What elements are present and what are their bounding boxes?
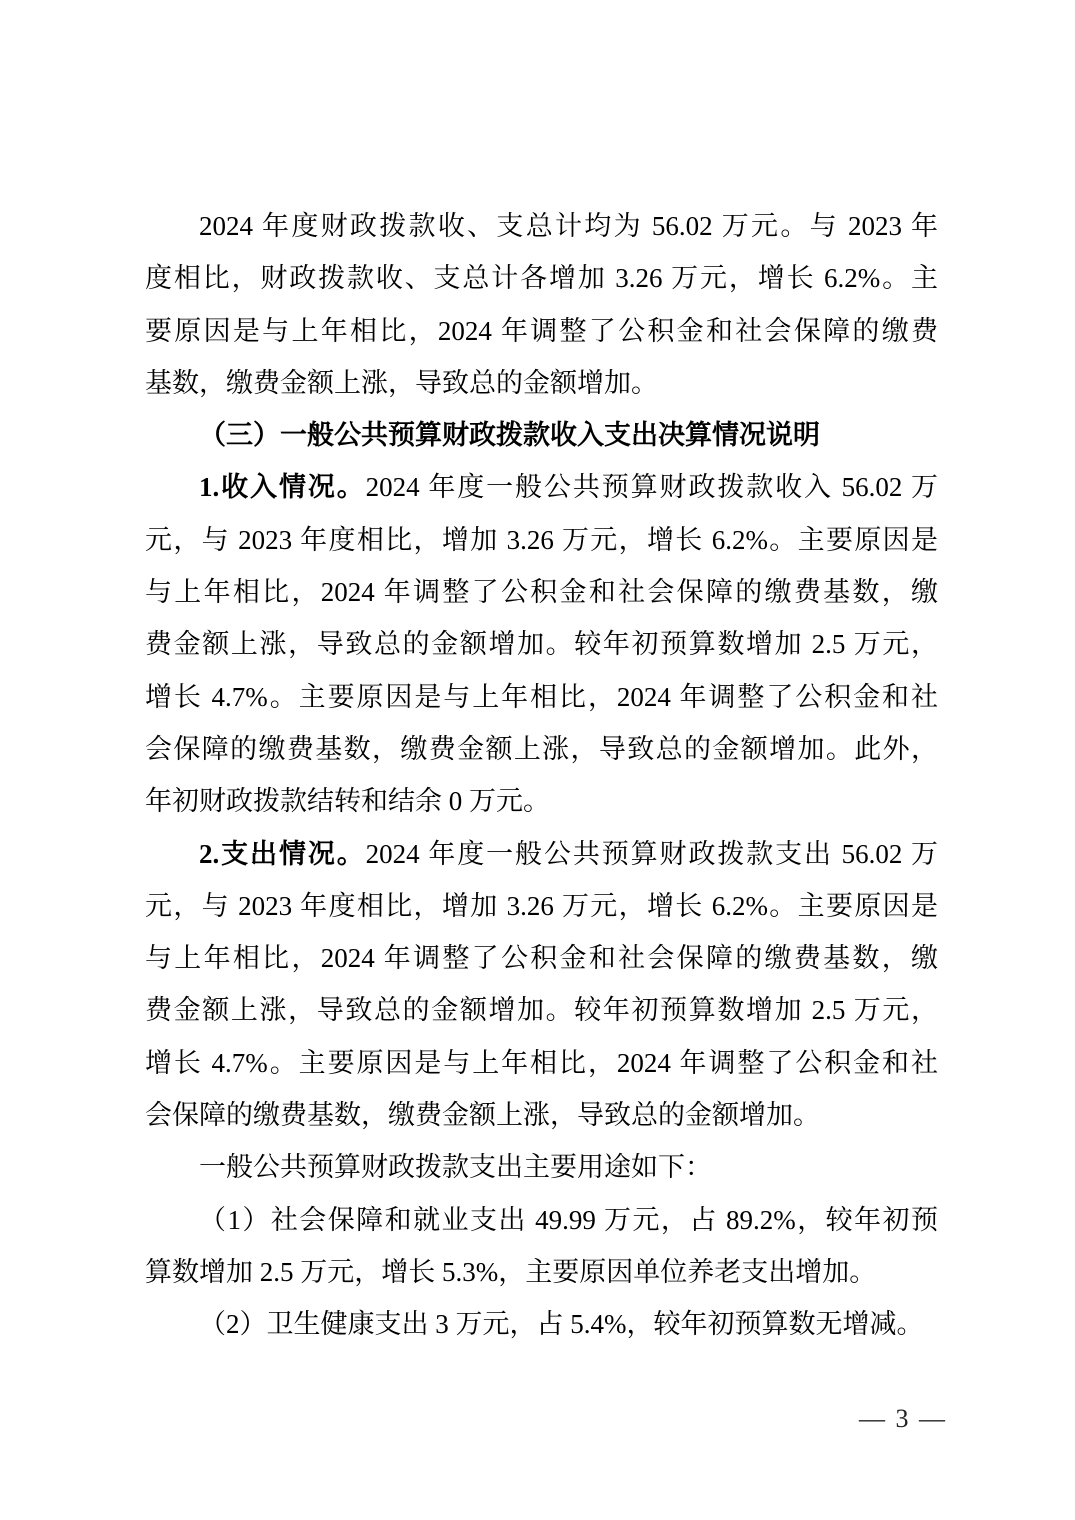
- para-fiscal-appropriation-total: [145, 200, 938, 409]
- text-line: 算数增加 2.5 万元，增长 5.3%，主要原因单位养老支出增加。: [145, 1256, 877, 1287]
- text-line: 要原因是与上年相比，2024 年调整了公积金和社会保障的缴费: [145, 315, 938, 346]
- bold-run-label: 2.支出情况。: [199, 838, 366, 869]
- text-line: （三）一般公共预算财政拨款收入支出决算情况说明: [199, 420, 820, 451]
- text-line: 增长 4.7%。主要原因是与上年相比，2024 年调整了公积金和社: [145, 1047, 938, 1078]
- text-line: 一般公共预算财政拨款支出主要用途如下：: [199, 1152, 712, 1183]
- para-expenditure-situation: [145, 828, 938, 1142]
- text-line: 2024 年度财政拨款收、支总计均为 56.02 万元。与 2023 年: [199, 211, 938, 241]
- para-usage-item-2: [145, 1298, 938, 1350]
- document-body: [145, 200, 938, 1351]
- text-line: 度相比，财政拨款收、支总计各增加 3.26 万元，增长 6.2%。主: [145, 263, 938, 294]
- para-expenditure-usage-intro: [145, 1141, 938, 1193]
- text-line: 会保障的缴费基数，缴费金额上涨，导致总的金额增加。此外，: [145, 733, 938, 764]
- text-line: 基数，缴费金额上涨，导致总的金额增加。: [145, 367, 658, 398]
- text-line: 增长 4.7%。主要原因是与上年相比，2024 年调整了公积金和社: [145, 681, 938, 712]
- page-number: — 3 —: [859, 1404, 947, 1433]
- para-usage-item-1: [145, 1194, 938, 1299]
- heading-section-three: [145, 409, 938, 461]
- text-line: 与上年相比，2024 年调整了公积金和社会保障的缴费基数，缴: [145, 943, 938, 974]
- text-line: 1.收入情况。2024 年度一般公共预算财政拨款收入 56.02 万: [199, 472, 939, 503]
- page-footer: [859, 1402, 947, 1436]
- text-line: 年初财政拨款结转和结余 0 万元。: [145, 786, 550, 817]
- text-line: 2.支出情况。2024 年度一般公共预算财政拨款支出 56.02 万: [199, 838, 939, 869]
- text-line: 费金额上涨，导致总的金额增加。较年初预算数增加 2.5 万元，: [145, 629, 938, 660]
- text-line: 元，与 2023 年度相比，增加 3.26 万元，增长 6.2%。主要原因是: [145, 890, 938, 921]
- text-line: 元，与 2023 年度相比，增加 3.26 万元，增长 6.2%。主要原因是: [145, 524, 938, 555]
- text-line: （2）卫生健康支出 3 万元，占 5.4%，较年初预算数无增减。: [199, 1309, 924, 1340]
- text-line: 与上年相比，2024 年调整了公积金和社会保障的缴费基数，缴: [145, 577, 938, 608]
- text-line: 会保障的缴费基数，缴费金额上涨，导致总的金额增加。: [145, 1100, 820, 1131]
- bold-run-label: 1.收入情况。: [199, 472, 366, 503]
- text-line: （1）社会保障和就业支出 49.99 万元，占 89.2%，较年初预: [199, 1204, 938, 1235]
- text-line: 费金额上涨，导致总的金额增加。较年初预算数增加 2.5 万元，: [145, 995, 938, 1026]
- para-income-situation: [145, 461, 938, 827]
